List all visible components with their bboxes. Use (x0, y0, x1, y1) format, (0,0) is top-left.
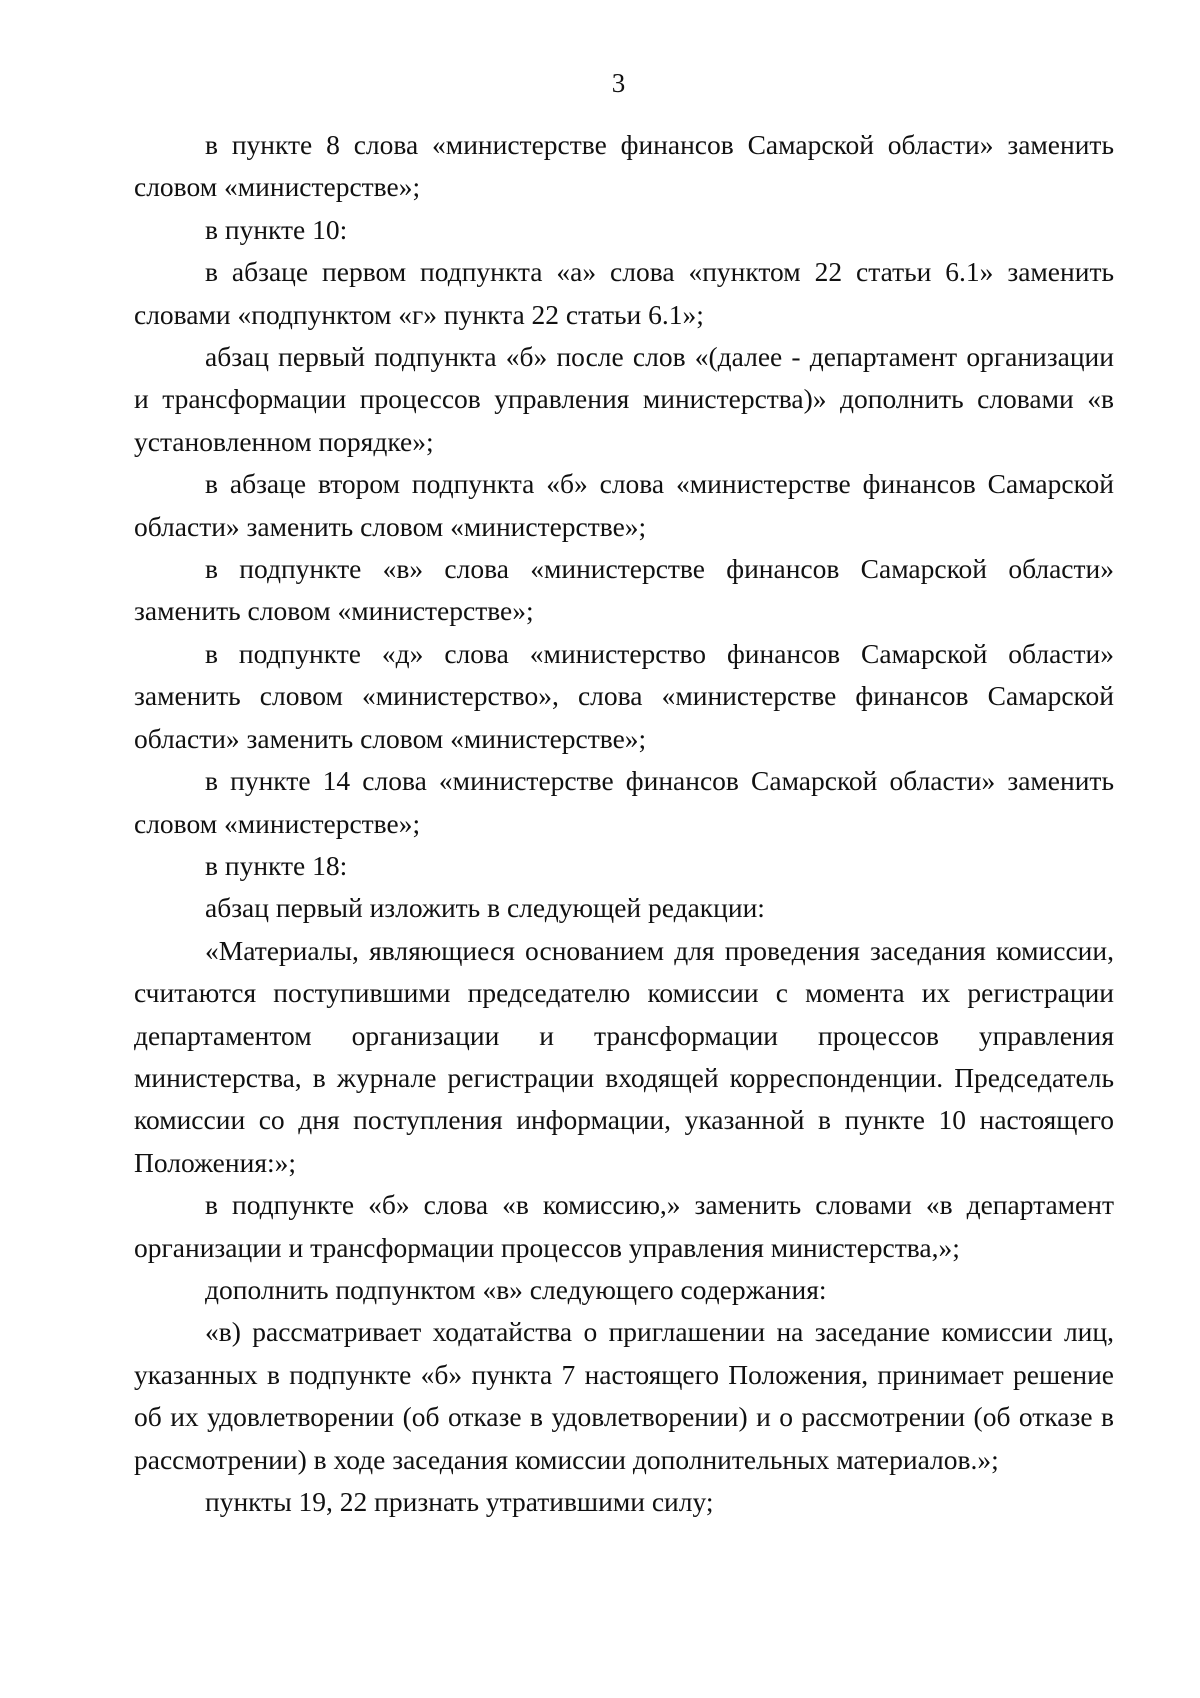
paragraph-3: в абзаце первом подпункта «а» слова «пунктом 22 статьи 6.1» заменить словами «подпунктом «г» пункта 22 статьи 6.1»; (134, 256, 1114, 330)
paragraph-8: в пункте 14 слова «министерстве финансов Самарской области» заменить словом «министерстве»; (134, 765, 1114, 839)
paragraph-10: абзац первый изложить в следующей редакции: (205, 892, 765, 924)
paragraph-15: пункты 19, 22 признать утратившими силу; (205, 1486, 714, 1517)
paragraph-11: «Материалы, являющиеся основанием для проведения заседания комиссии, считаются поступившими председателю комиссии с момента их регистрации департаментом организации и трансформации процессов управления министерства, в журнале регистрации входящей корреспонденции. Председатель комиссии со дня поступления информации, указанной в пункте 10 настоящего Положения:»; (134, 934, 1114, 1178)
paragraph-9: в пункте 18: (205, 849, 348, 881)
page-number: 3 (611, 68, 626, 98)
paragraph-2: в пункте 10: (205, 213, 348, 245)
paragraph-5: в абзаце втором подпункта «б» слова «министерстве финансов Самарской области» заменить словом «министерстве»; (134, 468, 1114, 542)
document-body (134, 124, 1114, 1523)
paragraph-6: в подпункте «в» слова «министерстве финансов Самарской области» заменить словом «министерстве»; (134, 553, 1114, 627)
paragraph-12: в подпункте «б» слова «в комиссию,» заменить словами «в департамент организации и трансформации процессов управления министерства,»; (134, 1189, 1114, 1263)
paragraph-1: в пункте 8 слова «министерстве финансов Самарской области» заменить словом «министерстве»; (134, 129, 1114, 203)
paragraph-13: дополнить подпунктом «в» следующего содержания: (205, 1273, 827, 1305)
paragraph-7: в подпункте «д» слова «министерство финансов Самарской области» заменить словом «министерство», слова «министерстве финансов Самарской области» заменить словом «министерстве»; (134, 637, 1114, 754)
paragraph-14: «в) рассматривает ходатайства о приглашении на заседание комиссии лиц, указанных в подпункте «б» пункта 7 настоящего Положения, принимает решение об их удовлетворении (об отказе в удовлетворении) и о рассмотрении (об отказе в рассмотрении) в ходе заседания комиссии дополнительных материалов.»; (134, 1316, 1114, 1475)
paragraph-4: абзац первый подпункта «б» после слов «(далее - департамент организации и трансформации процессов управления министерства)» дополнить словами «в установленном порядке»; (134, 341, 1114, 457)
